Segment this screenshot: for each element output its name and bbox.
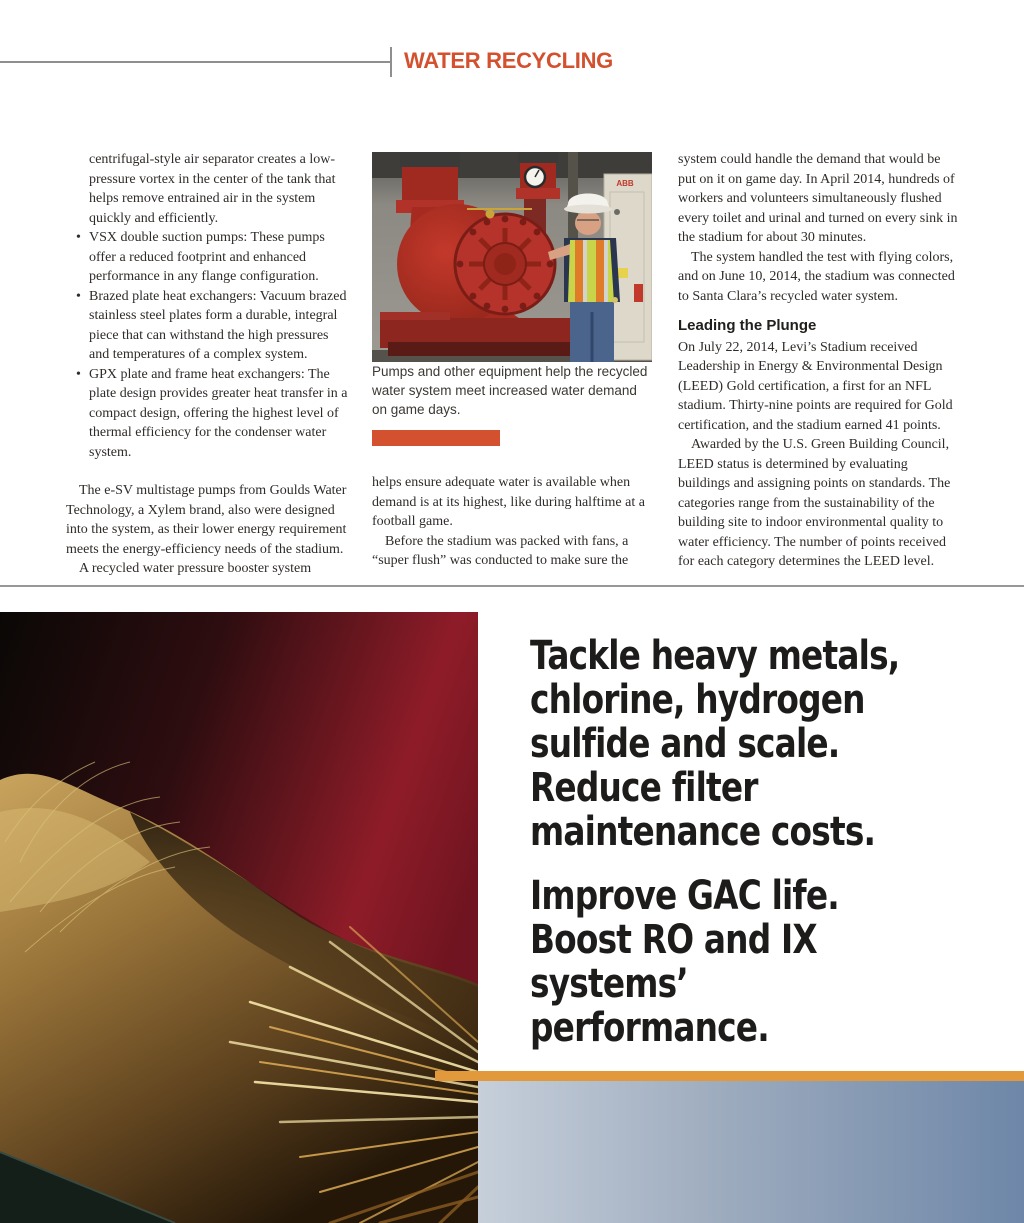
ad-headline-2 bbox=[530, 874, 924, 1050]
ad-headline-line: maintenance costs. bbox=[530, 809, 876, 855]
body-paragraph: The e-SV multistage pumps from Goulds Water Technology, a Xylem brand, also were designed into the system, as their lower energy requirement meets the energy-efficiency needs of the stadium. bbox=[66, 483, 347, 557]
ad-headline-line: Boost RO and IX bbox=[530, 917, 817, 963]
cabinet-brand-label: ABB bbox=[616, 179, 634, 188]
column-2-text bbox=[372, 473, 652, 571]
ad-headline-line: Reduce filter bbox=[530, 765, 758, 811]
article-column-1 bbox=[66, 150, 348, 579]
section-title: WATER RECYCLING bbox=[404, 48, 613, 73]
article-column-2 bbox=[372, 152, 652, 571]
photo-caption: Pumps and other equipment help the recycled water system meet increased water demand on game days. bbox=[372, 364, 648, 417]
header-rule bbox=[0, 61, 391, 63]
blue-gradient-band bbox=[478, 1081, 1024, 1223]
header-rule-tick bbox=[390, 47, 392, 77]
bullet-item: • GPX plate and frame heat exchangers: The plate design provides greater heat transfer in a compact design, offering the highest level of thermal efficiency for the condenser water system. bbox=[66, 365, 348, 463]
ad-headline-line: Improve GAC life. bbox=[530, 873, 839, 919]
ad-copy bbox=[530, 634, 924, 1050]
pump-room-photo bbox=[372, 152, 652, 362]
article-column-3 bbox=[678, 150, 959, 572]
subheading-leading-the-plunge: Leading the Plunge bbox=[678, 317, 817, 334]
bullet-item: • Brazed plate heat exchangers: Vacuum brazed stainless steel plates form a durable, integral piece that can withstand the high pressures and temperatures of a complex system. bbox=[66, 287, 348, 365]
amber-accent-bar bbox=[435, 1071, 1024, 1081]
section-divider-rule bbox=[0, 585, 1024, 587]
body-paragraph: Before the stadium was packed with fans, a “super flush” was conducted to make sure the bbox=[372, 533, 629, 568]
body-paragraph: A recycled water pressure booster system bbox=[79, 561, 312, 576]
caption-accent-bar bbox=[372, 430, 500, 446]
body-paragraph: On July 22, 2014, Levi’s Stadium received Leadership in Energy & Environmental Design (LEED) Gold certification, a first for an NFL stadium. Thirty-nine points are required for Gold certification, and the stadium earned 41 points. bbox=[678, 339, 953, 433]
continued-paragraph: centrifugal-style air separator creates a low-pressure vortex in the center of the tank that helps remove entrained air in the system quickly and efficiently. bbox=[89, 152, 336, 226]
ad-headline-line: performance. bbox=[530, 1005, 769, 1051]
body-paragraph: helps ensure adequate water is available when demand is at its highest, like during halftime at a football game. bbox=[372, 475, 645, 529]
ad-headline-line: sulfide and scale. bbox=[530, 721, 840, 767]
body-paragraph: Awarded by the U.S. Green Building Council, LEED status is determined by evaluating buildings and assigning points on standards. The categories range from the sustainability of the building site to indoor environmental quality to water efficiency. The number of points received for each category determines the LEED level. bbox=[678, 437, 951, 569]
ad-photo-gac-media bbox=[0, 612, 478, 1223]
bullet-list bbox=[66, 228, 348, 462]
bullet-item: • VSX double suction pumps: These pumps offer a reduced footprint and enhanced performance in any flange configuration. bbox=[66, 228, 348, 287]
ad-headline-line: systems’ bbox=[530, 961, 688, 1007]
body-paragraph: The system handled the test with flying colors, and on June 10, 2014, the stadium was connected to Santa Clara’s recycled water system. bbox=[678, 249, 955, 304]
body-paragraph: system could handle the demand that would be put on it on game day. In April 2014, hundreds of workers and volunteers simultaneously flushed every toilet and urinal and turned on every sink in the stadium for about 30 minutes. bbox=[678, 152, 958, 245]
ad-headline-line: Tackle heavy metals, bbox=[530, 633, 900, 679]
ad-headline-1 bbox=[530, 634, 924, 854]
ad-headline-line: chlorine, hydrogen bbox=[530, 677, 865, 723]
